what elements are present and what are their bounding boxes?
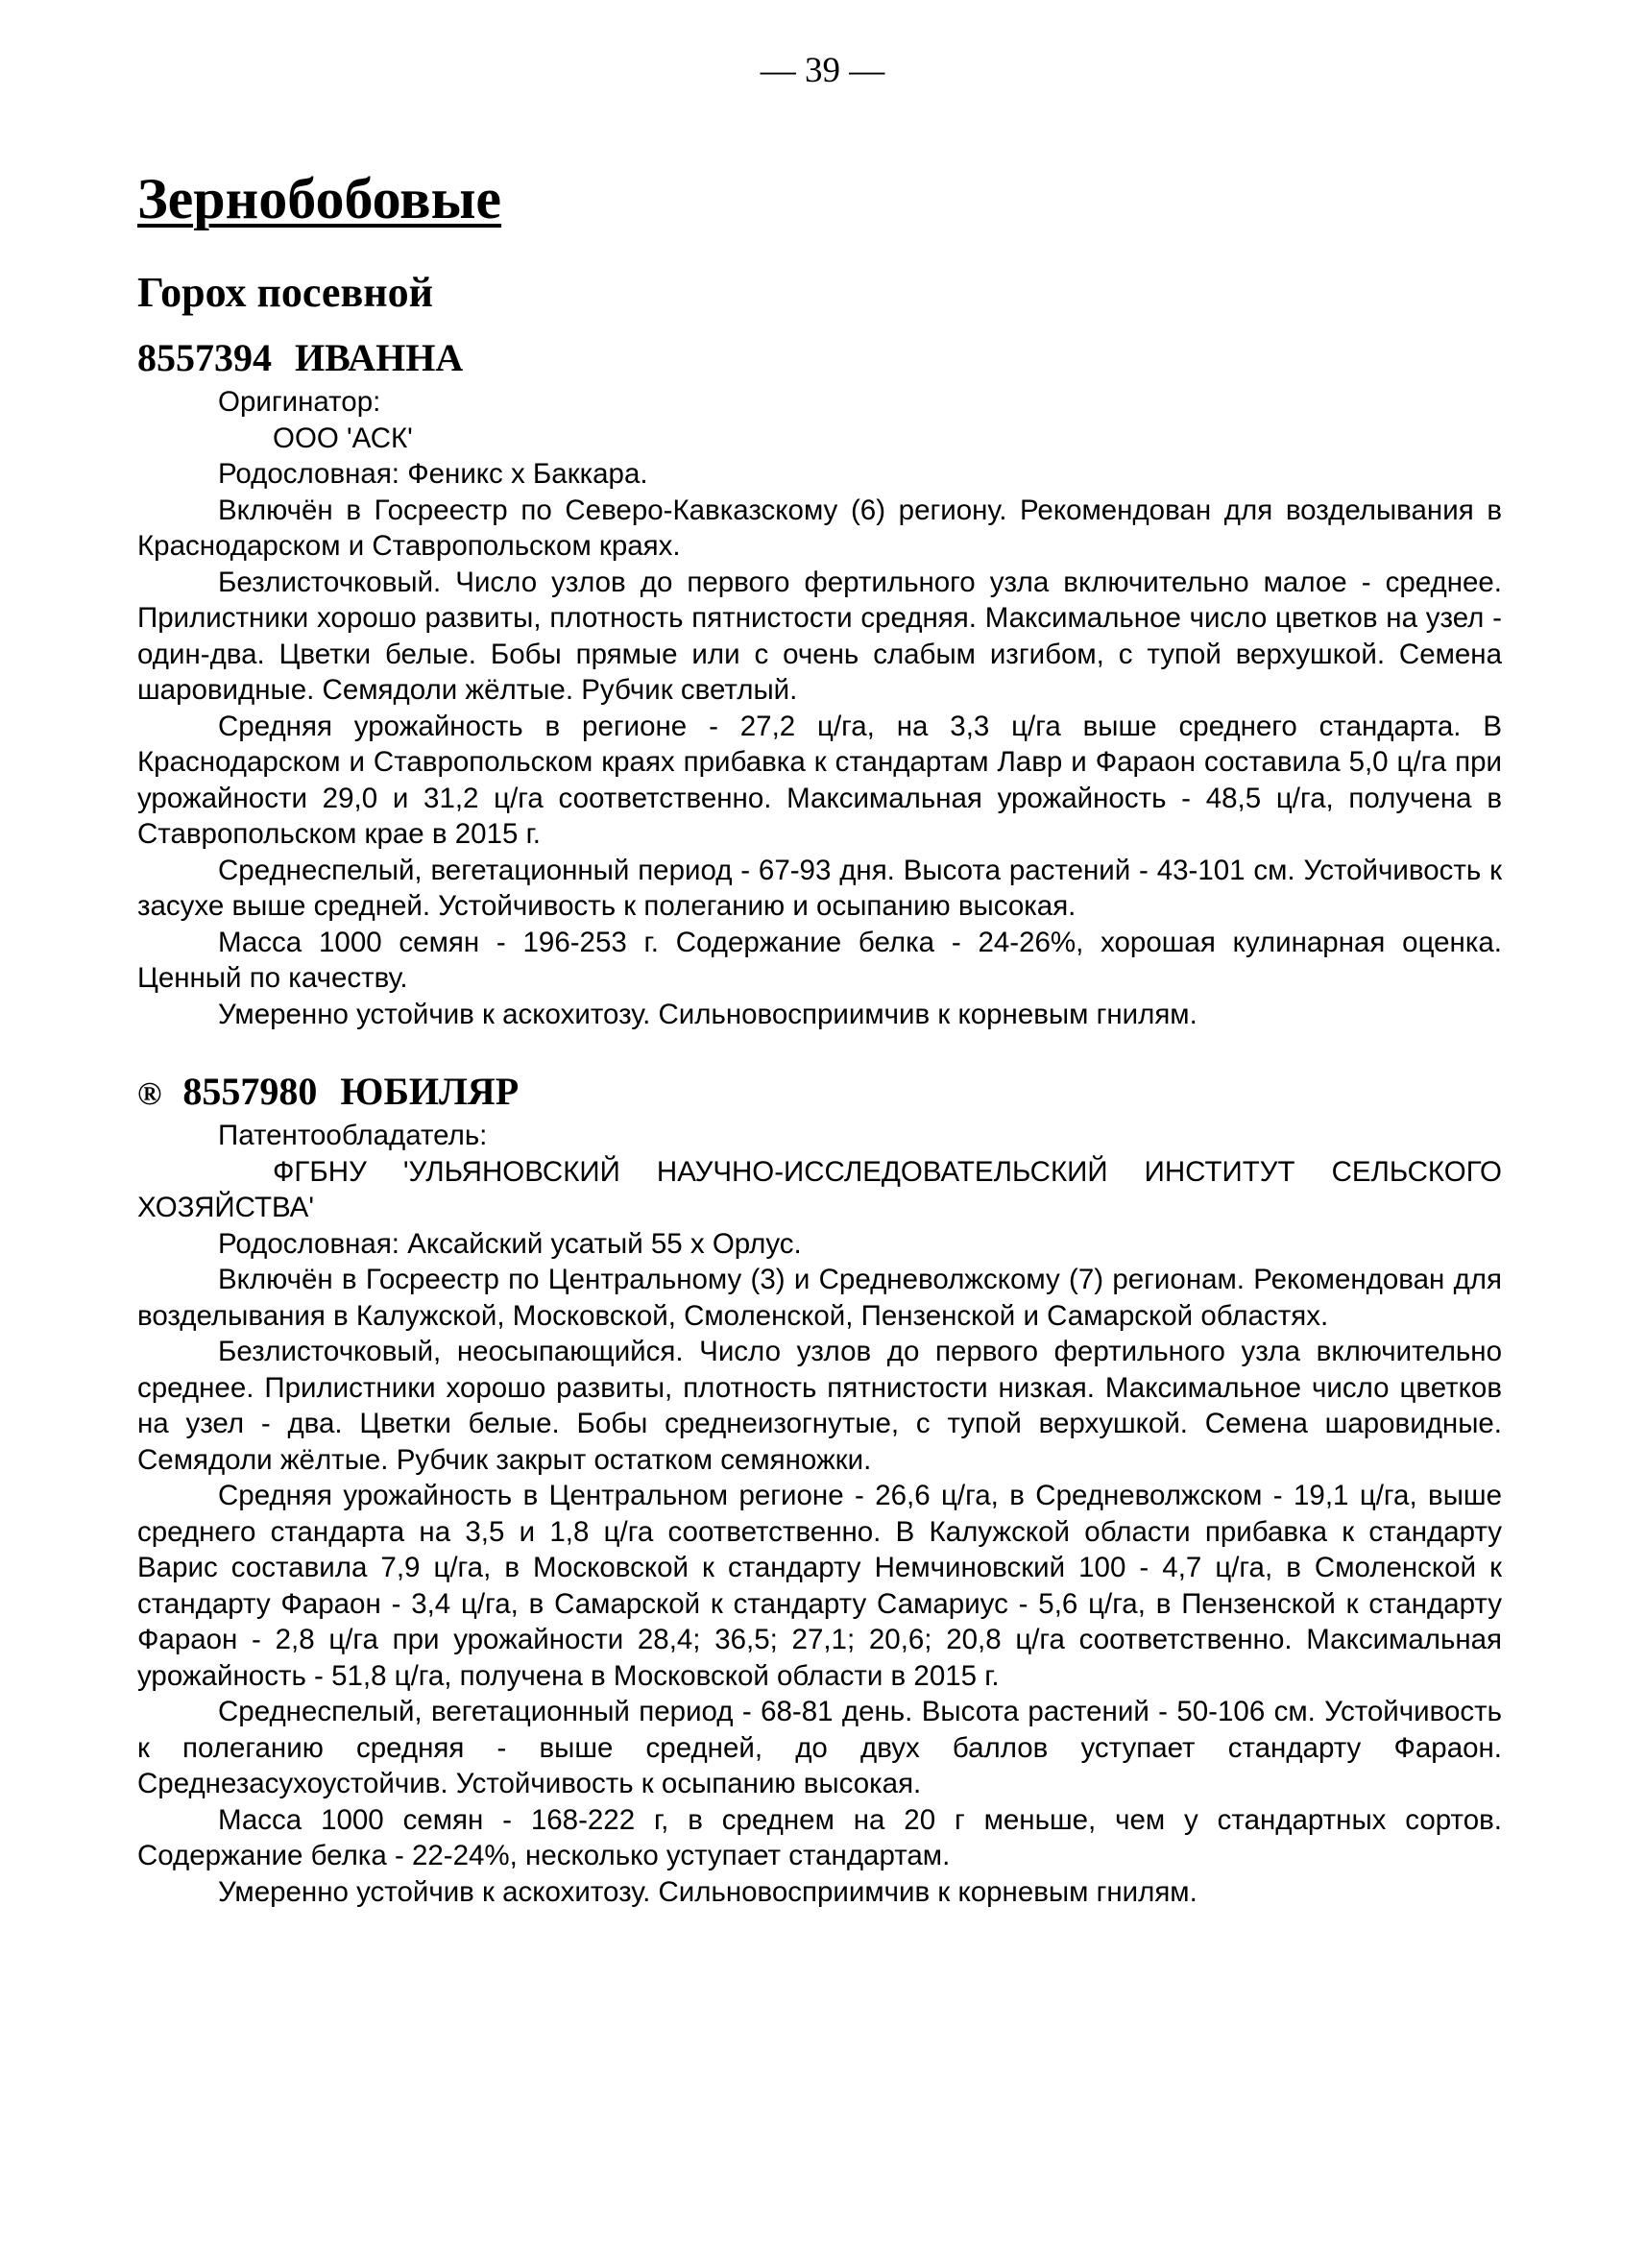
description-paragraph: Включён в Госреестр по Северо-Кавказскому (6) региону. Рекомендован для возделывания в Краснодарском и Ставропольском краях. xyxy=(137,494,1502,562)
pedigree: Родословная: Аксайский усатый 55 х Орлус. xyxy=(218,1227,802,1260)
description-paragraph: Средняя урожайность в регионе - 27,2 ц/га, на 3,3 ц/га выше среднего стандарта. В Краснодарском и Ставропольском краях прибавка к стандартам Лавр и Фараон составила 5,0 ц/га при урожайности 29,0 и 31,2 ц/га соответственно. Максимальная урожайность - 48,5 ц/га, получена в Ставропольском крае в 2015 г. xyxy=(137,710,1502,850)
crop-title: Горох посевной xyxy=(137,269,433,316)
variety-description-yubilyar xyxy=(137,1118,1502,1910)
description-paragraph: Безлисточковый, неосыпающийся. Число узлов до первого фертильного узла включительно среднее. Прилистники хорошо развиты, плотность пятнистости низкая. Максимальное число цветков на узел - два. Цветки белые. Бобы среднеизогнутые, с тупой верхушкой. Семена шаровидные. Семядоли жёлтые. Рубчик закрыт остатком семяножки. xyxy=(137,1336,1502,1476)
description-paragraph: Умеренно устойчив к аскохитозу. Сильновосприимчив к корневым гнилям. xyxy=(218,998,1197,1030)
variety-code: 8557980 xyxy=(182,1070,318,1113)
description-paragraph: Среднеспелый, вегетационный период - 68-81 день. Высота растений - 50-106 см. Устойчивость к полеганию средняя - выше средней, до двух баллов уступает стандарту Фараон. Среднезасухоустойчив. Устойчивость к осыпанию высокая. xyxy=(137,1696,1502,1799)
variety-description-ivanna xyxy=(137,384,1502,1032)
originator-name: ООО 'АСК' xyxy=(273,422,413,454)
variety-heading-yubilyar xyxy=(137,1068,519,1119)
description-paragraph: Масса 1000 семян - 196-253 г. Содержание белка - 24-26%, хорошая кулинарная оценка. Ценный по качеству. xyxy=(137,926,1502,994)
description-paragraph: Средняя урожайность в Центральном регионе - 26,6 ц/га, в Средневолжском - 19,1 ц/га, выше среднего стандарта на 3,5 и 1,8 ц/га соответственно. В Калужской области прибавка к стандарту Варис составила 7,9 ц/га, в Московской к стандарту Немчиновский 100 - 4,7 ц/га, в Смоленской к стандарту Фараон - 3,4 ц/га, в Самарской к стандарту Самариус - 5,6 ц/га, в Пензенской к стандарту Фараон - 2,8 ц/га при урожайности 28,4; 36,5; 27,1; 20,6; 20,8 ц/га соответственно. Максимальная урожайность - 51,8 ц/га, получена в Московской области в 2015 г. xyxy=(137,1480,1502,1692)
page-number: — 39 — xyxy=(760,51,885,90)
pedigree: Родословная: Феникс х Баккара. xyxy=(218,458,648,490)
variety-code: 8557394 xyxy=(137,336,272,379)
variety-name: ИВАННА xyxy=(295,336,464,379)
description-paragraph: Умеренно устойчив к аскохитозу. Сильновосприимчив к корневым гнилям. xyxy=(218,1875,1197,1908)
section-title: Зернобобовые xyxy=(137,167,502,230)
variety-heading-ivanna xyxy=(137,334,463,382)
description-paragraph: Включён в Госреестр по Центральному (3) и Средневолжскому (7) регионам. Рекомендован для возделывания в Калужской, Московской, Смоленской, Пензенской и Самарской областях. xyxy=(137,1264,1502,1332)
variety-name: ЮБИЛЯР xyxy=(340,1070,520,1113)
originator-label: Оригинатор: xyxy=(218,386,381,418)
patent-holder-name: ФГБНУ 'УЛЬЯНОВСКИЙ НАУЧНО-ИССЛЕДОВАТЕЛЬСКИЙ ИНСТИТУТ СЕЛЬСКОГО ХОЗЯЙСТВА' xyxy=(137,1155,1502,1223)
registered-mark-icon: ® xyxy=(137,1076,162,1112)
description-paragraph: Масса 1000 семян - 168-222 г, в среднем на 20 г меньше, чем у стандартных сортов. Содержание белка - 22-24%, несколько уступает стандартам. xyxy=(137,1803,1502,1871)
description-paragraph: Среднеспелый, вегетационный период - 67-93 дня. Высота растений - 43-101 см. Устойчивость к засухе выше средней. Устойчивость к полеганию и осыпанию высокая. xyxy=(137,854,1502,922)
description-paragraph: Безлисточковый. Число узлов до первого фертильного узла включительно малое - среднее. Прилистники хорошо развиты, плотность пятнистости средняя. Максимальное число цветков на узел - один-два. Цветки белые. Бобы прямые или с очень слабым изгибом, с тупой верхушкой. Семена шаровидные. Семядоли жёлтые. Рубчик светлый. xyxy=(137,566,1502,706)
patent-holder-label: Патентообладатель: xyxy=(218,1120,488,1151)
